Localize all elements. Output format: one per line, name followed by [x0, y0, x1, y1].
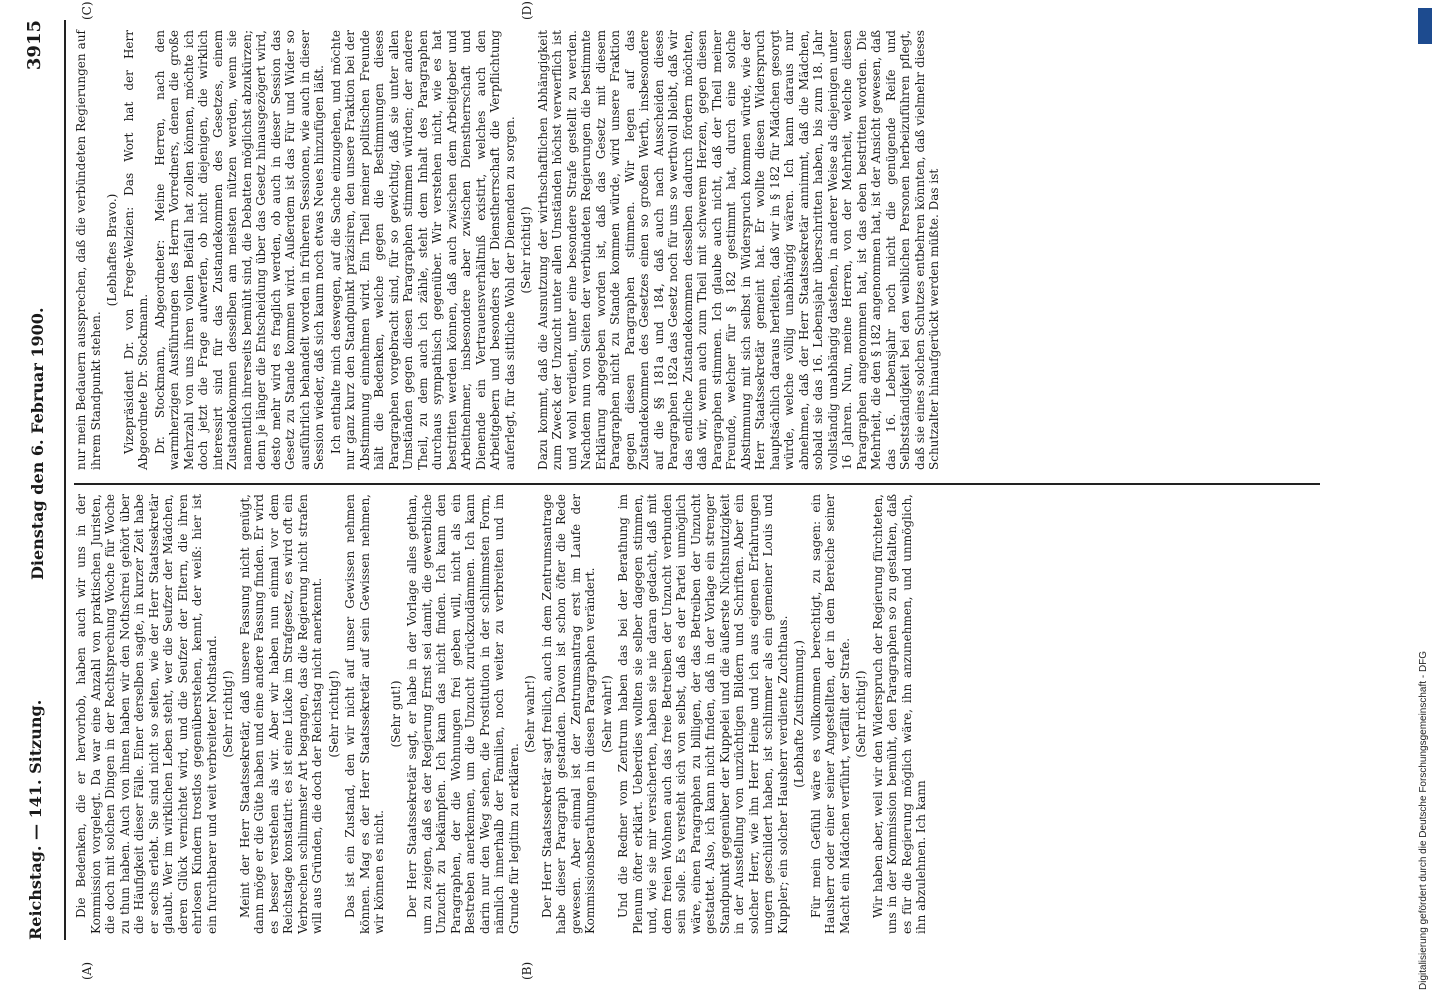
digitization-caption [1418, 10, 1434, 990]
paragraph: Dr. Stockmann, Abgeordneter: Meine Herren, nach den warmherzigen Ausführungen des Herrn Vorredners, denen die große Mehrzahl von uns ihren vollen Beifall hat zollen können, möchte ich doch jetzt die Frage aufwerfen, ob nicht diejenigen, die wirklich interessirt sind für das Zustandekommen des Gesetzes, einem Zustandekommen desselben am meisten nützen werden, wenn sie namentlich ihrerseits bemüht sind, die Debatten möglichst abzukürzen; denn je länger die Entscheidung über das Gesetz hinausgezögert wird, desto mehr wird es fraglich werden, ob auch in dieser Session das Gesetz zu Stande kommen wird. Außerdem ist das Für und Wider so ausführlich behandelt worden in früheren Sessionen, wie auch in dieser Session wieder, daß sich kaum noch etwas Neues hinzufügen läßt. [152, 30, 326, 470]
paragraph: Dazu kommt, daß die Ausnutzung der wirthschaftlichen Abhängigkeit zum Zweck der Unzucht unter allen Umständen höchst verwerflich ist und wohl verdient, unter eine besondere Strafe gestellt zu werden. Nachdem nun von Seiten der verbündeten Regierungen die bestimmte Erklärung abgegeben worden ist, daß das Gesetz mit diesem Paragraphen nicht zu Stande kommen würde, wird unsere Fraktion gegen diesen Paragraphen stimmen. Wir legen auf das Zustandekommen des Gesetzes einen so großen Werth, insbesondere auf die §§ 181a und 184, daß auch nach Ausscheiden dieses Paragraphen 182a das Gesetz noch für uns so werthvoll bleibt, daß wir das endliche Zustandekommen desselben dadurch fördern möchten, daß wir, wenn auch zum Theil mit schwerem Herzen, gegen diesen Paragraphen stimmen. Ich glaube auch nicht, daß der Theil meiner Freunde, welcher für § 182 gestimmt hat, durch eine solche Abstimmung mit sich selbst in Widerspruch kommen würde, wie der Herr Staatssekretär gemeint hat. Er wollte diesen Widerspruch hauptsächlich daraus herleiten, daß wir in § 182 für Mädchen gesorgt würde, welche völlig unabhängig wären. Ich kann daraus nur abnehmen, daß der Herr Staatssekretär annimmt, daß die Mädchen, sobald sie das 16. Lebensjahr überschritten haben, bis zum 18. Jahr vollständig unabhängig dastehen, in anderer Weise als diejenigen unter 16 Jahren. Nun, meine Herren, von der Mehrheit, welche diesen Paragraphen angenommen hat, ist das eben bestritten worden. Die Mehrheit, die den § 182 angenommen hat, ist der Ansicht gewesen, daß das 16. Lebensjahr noch nicht die genügende Reife und Selbstständigkeit bei den weiblichen Personen herbeizuführen pflegt, daß sie eines solchen Schutzes entbehren könnten, daß vielmehr dieses Schutzalter hinaufgerückt werden müßte. Das ist [535, 30, 941, 470]
column-rule [74, 483, 1320, 485]
reaction-note: (Sehr gut!) [388, 680, 403, 748]
reaction-note: (Sehr wahr!) [599, 675, 614, 753]
header-left: Reichstag. — 141. Sitzung. [26, 699, 45, 940]
paragraph: Meint der Herr Staatssekretär, daß unsere Fassung nicht genügt, dann möge er die Güte haben und eine andere Fassung finden. Er wird es besser verstehen als wir. Aber wir haben nun einmal vor dem Reichstage konstatirt: es ist eine Lücke im Strafgesetz, es wird oft ein Verbrechen schlimmster Art begangen, das die Regierung nicht strafen will aus Gründen, die doch der Reichstag nicht anerkennt. [237, 494, 324, 934]
paragraph: Vizepräsident Dr. von Frege-Welzien: Das Wort hat der Herr Abgeordnete Dr. Stockmann. [121, 30, 150, 470]
margin-marker-c: (C) [80, 1, 94, 20]
running-header [18, 20, 62, 940]
caption-text: Digitalisierung gefördert durch die Deutsche Forschungsgemeinschaft - DFG [1418, 650, 1429, 990]
paragraph: Für mein Gefühl wäre es vollkommen berechtigt, zu sagen: ein Hausherr oder einer seiner Angestellten, der in dem Bereiche seiner Macht ein Mädchen verführt, verfällt der Strafe. [808, 494, 852, 934]
header-rule [64, 20, 66, 940]
right-column [74, 30, 944, 470]
paragraph: Die Bedenken, die er hervorhob, haben auch wir uns in der Kommission vorgelegt. Da war eine Anzahl von praktischen Juristen, die doch mit solchen Dingen in der Rechtsprechung Woche für Woche zu thun haben. Auch von ihnen haben wir den Nothschrei gehört über die Häufigkeit dieser Fälle. Einer derselben sagte, in kurzer Zeit habe er sechs erlebt. Sie sind nicht so selten, wie der Herr Staatssekretär glaubt. Wer im wirklichen Leben steht, wer die Seufzer der Mädchen, deren Glück vernichtet wird, und die Seufzer der Eltern, die ihren ehrlosen Kindern trostlos gegenüberstehen, kennt, der weiß: hier ist ein furchtbarer und weit verbreiteter Nothstand. [74, 494, 219, 934]
paragraph: nur mein Bedauern aussprechen, daß die verbündeten Regierungen auf ihrem Standpunkt stehen. [74, 30, 103, 470]
page-number: 3915 [24, 20, 45, 71]
margin-marker-a: (A) [80, 961, 94, 980]
paragraph: Ich enthalte mich deswegen, auf die Sache einzugehen, und möchte nur ganz kurz den Standpunkt präzisiren, den unsere Fraktion bei der Abstimmung einnehmen wird. Ein Theil meiner politischen Freunde hält die Bedenken, welche gegen die Bestimmungen dieses Paragraphen vorgebracht sind, für so gewichtig, daß sie unter allen Umständen gegen diesen Paragraphen stimmen würden; der andere Theil, zu dem auch ich zähle, steht dem Inhalt des Paragraphen durchaus sympathisch gegenüber. Wir verstehen nicht, wie es hat bestritten werden können, daß auch zwischen dem Arbeitgeber und Arbeitnehmer, insbesondere aber zwischen Dienstherrschaft und Dienende ein Vertrauensverhältniß existirt, welches auch den Arbeitgebern und besonders der Dienstherrschaft die Verpflichtung auferlegt, für das sittliche Wohl der Dienenden zu sorgen. [328, 30, 517, 470]
reaction-note: (Sehr richtig!) [326, 670, 341, 758]
left-column [74, 494, 931, 934]
paragraph: Wir haben aber, weil wir den Widerspruch der Regierung fürchteten, uns in der Kommission bemüht, den Paragraphen so zu gestalten, daß es für die Regierung möglich wäre, ihn anzunehmen, und unmöglich, ihn abzulehnen. Ich kann [870, 494, 928, 934]
reaction-note: (Sehr richtig!) [519, 206, 533, 294]
paragraph: Und die Redner vom Zentrum haben das bei der Berathung im Plenum öfter erklärt. Ueberdies wollten sie selber dagegen stimmen, und, wie sie mir versicherten, haben sie nie daran gedacht, daß mit dem freien Wohnen auch das freie Betreiben der Unzucht verbunden sein solle. Es versteht sich von selbst, daß es der Partei unmöglich wäre, einen Paragraphen zu billigen, der das Betreiben der Unzucht gestattet. Also, ich kann nicht finden, daß in der Vorlage ein strenger Standpunkt gegenüber der Kuppelei und die äußerste Nichtsnutzigkeit in der Ausstellung von unzüchtigen Bildern und Schriften. Aber ein solcher Herr, wie ihn Herr Heine und ich aus eigenen Erfahrungen ungern geschildert haben, ist schlimmer als ein gemeiner Louis und Kuppler; ein solcher Hausherr verdiente Zuchthaus. [616, 494, 790, 934]
margin-marker-b: (B) [520, 961, 534, 980]
paragraph: Der Herr Staatssekretär sagt, er habe in der Vorlage alles gethan, um zu zeigen, daß es der Regierung Ernst sei damit, die gewerbliche Unzucht zu bekämpfen. Ich kann das nicht finden. Ich kann den Paragraphen, der die Wohnungen frei geben will, nicht als ein Bestreben anerkennen, um die Unzucht zurückzudämmen. Ich kann darin nur den Weg sehen, die Prostitution in der schlimmsten Form, nämlich innerhalb der Familien, noch weiter zu verbreiten und im Grunde für legitim zu erklären. [405, 494, 521, 934]
paragraph: Der Herr Staatssekretär sagt freilich, auch in dem Zentrumsantrage habe dieser Paragraph gestanden. Davon ist schon öfter die Rede gewesen. Aber einmal ist der Zentrumsantrag erst im Laufe der Kommissionsberathungen in diesen Paragraphen verändert. [539, 494, 597, 934]
reaction-note: (Sehr wahr!) [523, 675, 537, 753]
reaction-note: (Lebhaftes Bravo.) [105, 193, 119, 307]
paragraph: Das ist ein Zustand, den wir nicht auf unser Gewissen nehmen können. Mag es der Herr Staatssekretär auf sein Gewissen nehmen, wir können es nicht. [343, 494, 386, 934]
margin-marker-d: (D) [520, 1, 534, 20]
reaction-note: (Sehr richtig!) [854, 670, 868, 758]
header-date: Dienstag den 6. Februar 1900. [28, 307, 47, 580]
reaction-note: (Lebhafte Zustimmung.) [792, 640, 806, 788]
reaction-note: (Sehr richtig!) [221, 670, 235, 758]
